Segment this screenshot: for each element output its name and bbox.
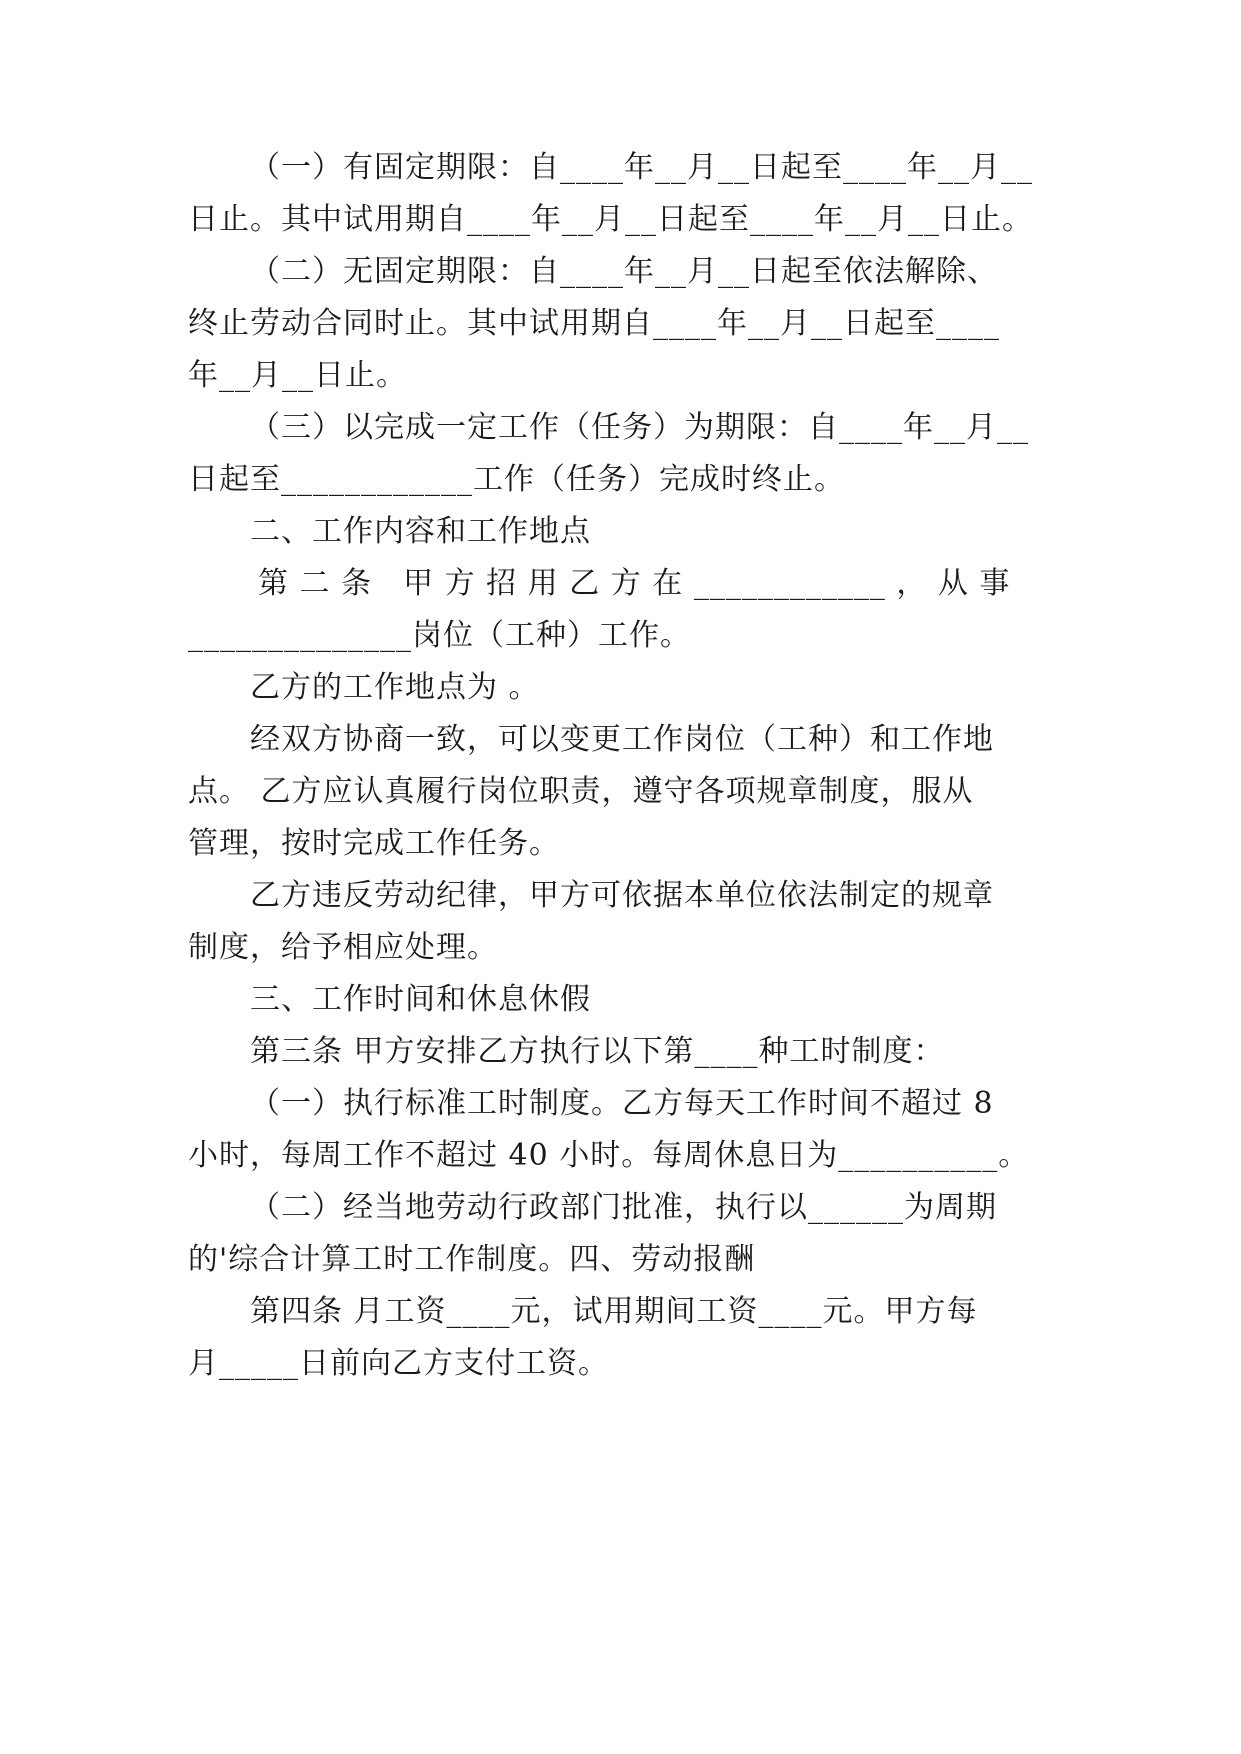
text-line: 日止。其中试用期自____年__月__日起至____年__月__日止。	[188, 202, 1033, 237]
section-heading: 二、工作内容和工作地点	[250, 514, 591, 549]
section-heading: 三、工作时间和休息休假	[250, 982, 591, 1017]
text-line: 乙方的工作地点为 。	[250, 670, 540, 705]
text-line: 点。 乙方应认真履行岗位职责，遵守各项规章制度，服从	[188, 774, 974, 809]
text-line: 日起至____________工作（任务）完成时终止。	[188, 462, 845, 497]
text-line: 第三条 甲方安排乙方执行以下第____种工时制度：	[250, 1034, 945, 1069]
text-line: 的'综合计算工时工作制度。四、劳动报酬	[188, 1242, 756, 1277]
text-line: （一）执行标准工时制度。乙方每天工作时间不超过 8	[250, 1086, 994, 1121]
text-line: 月_____日前向乙方支付工资。	[188, 1346, 609, 1381]
text-line: （二）经当地劳动行政部门批准，执行以______为周期	[250, 1190, 997, 1225]
text-line: 管理，按时完成工作任务。	[188, 826, 560, 861]
text-line: ______________岗位（工种）工作。	[188, 618, 691, 653]
text-line: 年__月__日止。	[188, 358, 407, 393]
text-line: （二）无固定期限：自____年__月__日起至依法解除、	[250, 254, 998, 289]
text-line: 乙方违反劳动纪律，甲方可依据本单位依法制定的规章	[250, 878, 994, 913]
text-line: 第 二 条 甲 方 招 用 乙 方 在 ____________ ， 从 事	[258, 566, 1011, 601]
text-line: （三）以完成一定工作（任务）为期限：自____年__月__	[250, 410, 1029, 445]
text-line: （一）有固定期限：自____年__月__日起至____年__月__	[250, 150, 1033, 185]
text-line: 小时，每周工作不超过 40 小时。每周休息日为__________。	[188, 1138, 1030, 1173]
text-line: 终止劳动合同时止。其中试用期自____年__月__日起至____	[188, 306, 1000, 341]
text-line: 第四条 月工资____元，试用期间工资____元。甲方每	[250, 1294, 978, 1329]
text-line: 制度，给予相应处理。	[188, 930, 498, 965]
text-line: 经双方协商一致，可以变更工作岗位（工种）和工作地	[250, 722, 994, 757]
